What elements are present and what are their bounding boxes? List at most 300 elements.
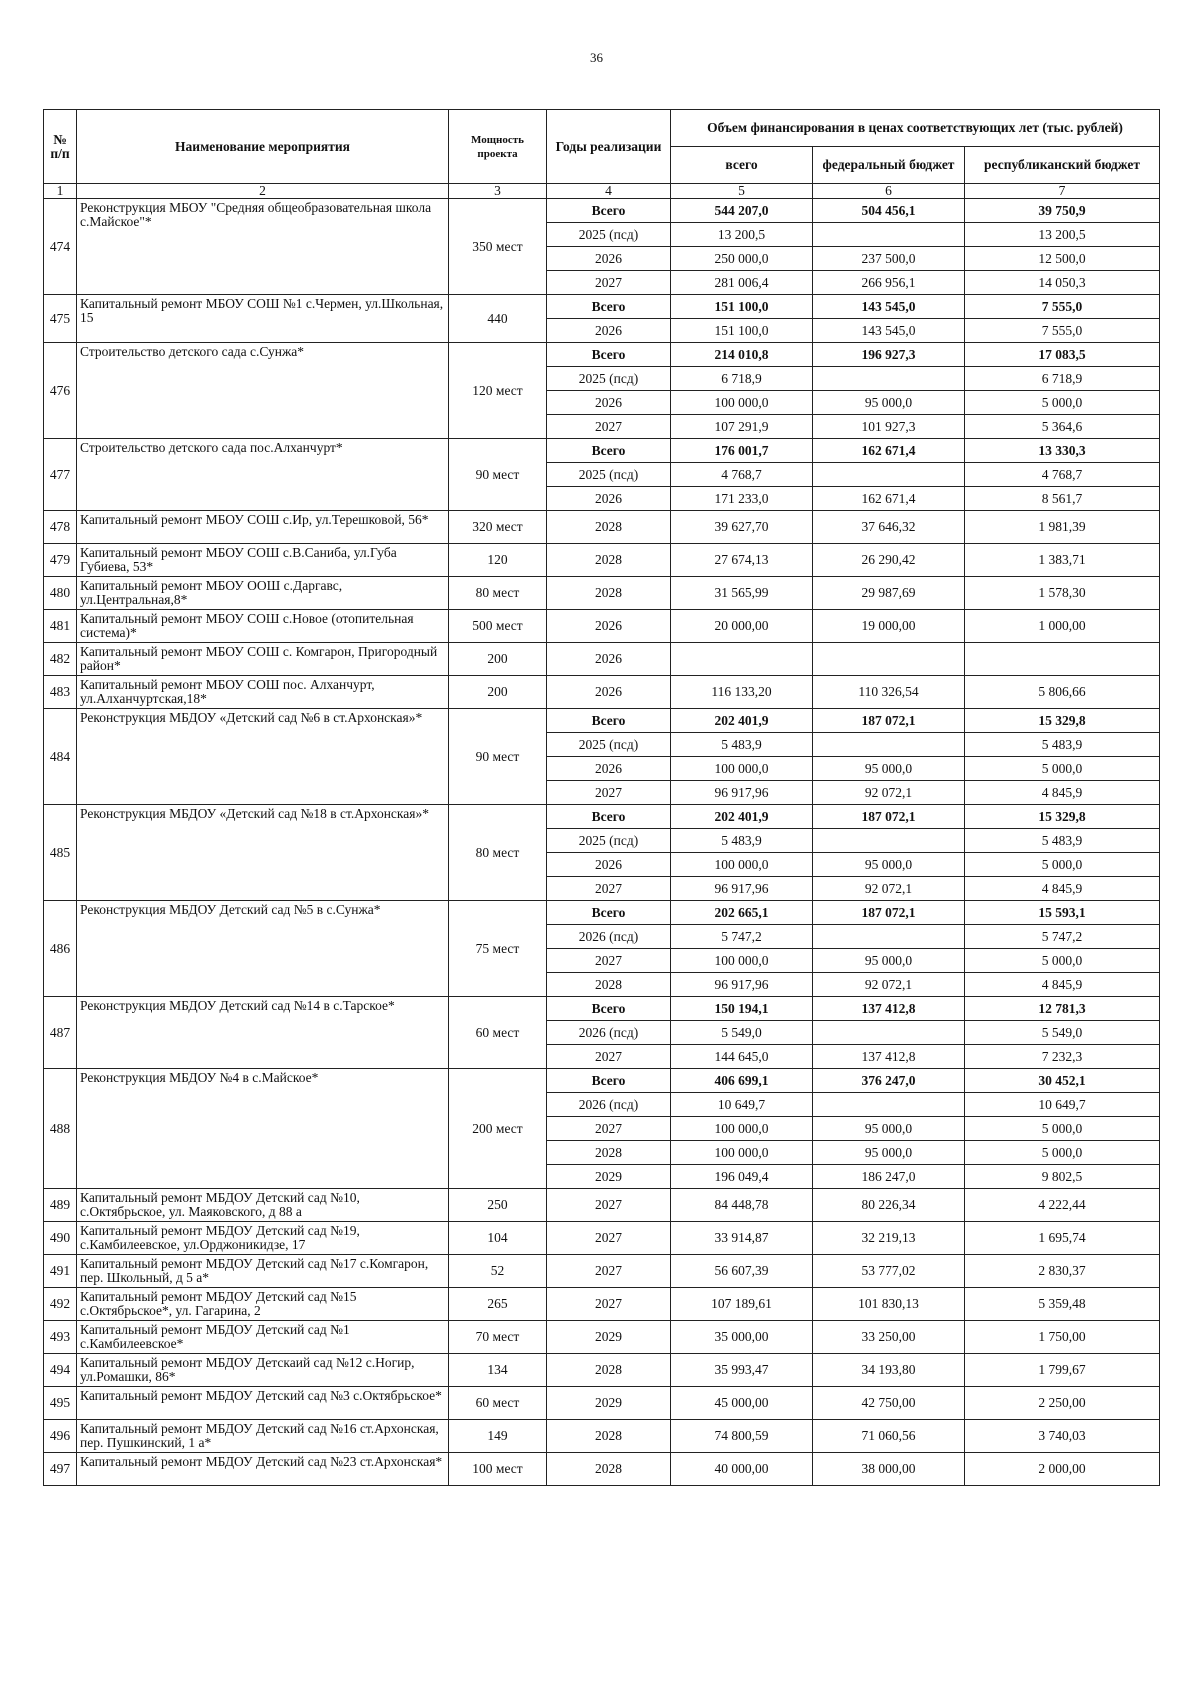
- row-number: 494: [44, 1354, 77, 1387]
- index-cell: 6: [813, 184, 965, 199]
- total-cell: 20 000,00: [671, 610, 813, 643]
- row-number: 478: [44, 511, 77, 544]
- table-row: [44, 511, 1160, 544]
- total-cell: 39 627,70: [671, 511, 813, 544]
- funding-table: [43, 109, 1160, 1486]
- federal-cell: [813, 1021, 965, 1045]
- year-cell: Всего: [547, 1069, 671, 1093]
- federal-cell: 143 545,0: [813, 319, 965, 343]
- total-cell: 74 800,59: [671, 1420, 813, 1453]
- year-cell: 2027: [547, 1117, 671, 1141]
- total-cell: 4 768,7: [671, 463, 813, 487]
- year-cell: Всего: [547, 997, 671, 1021]
- year-cell: 2026: [547, 610, 671, 643]
- total-cell: 100 000,0: [671, 1117, 813, 1141]
- year-cell: 2026: [547, 676, 671, 709]
- federal-cell: 137 412,8: [813, 997, 965, 1021]
- project-capacity: 200: [449, 643, 547, 676]
- year-cell: 2026: [547, 853, 671, 877]
- republic-cell: 13 330,3: [965, 439, 1160, 463]
- republic-cell: 12 781,3: [965, 997, 1160, 1021]
- total-cell: 107 189,61: [671, 1288, 813, 1321]
- project-capacity: 134: [449, 1354, 547, 1387]
- republic-cell: 17 083,5: [965, 343, 1160, 367]
- header-federal: федеральный бюджет: [813, 147, 965, 184]
- republic-cell: 4 845,9: [965, 973, 1160, 997]
- federal-cell: [813, 829, 965, 853]
- federal-cell: 237 500,0: [813, 247, 965, 271]
- year-cell: 2027: [547, 877, 671, 901]
- federal-cell: [813, 463, 965, 487]
- table-row: [44, 1453, 1160, 1486]
- federal-cell: 187 072,1: [813, 805, 965, 829]
- republic-cell: 5 000,0: [965, 1117, 1160, 1141]
- republic-cell: 1 981,39: [965, 511, 1160, 544]
- total-cell: 35 993,47: [671, 1354, 813, 1387]
- total-cell: 33 914,87: [671, 1222, 813, 1255]
- project-capacity: 90 мест: [449, 709, 547, 805]
- table-row: [44, 709, 1160, 733]
- header-name: Наименование мероприятия: [77, 110, 449, 184]
- total-cell: 13 200,5: [671, 223, 813, 247]
- federal-cell: 92 072,1: [813, 877, 965, 901]
- project-name: Реконструкция МБДОУ №4 в с.Майское*: [77, 1069, 449, 1189]
- republic-cell: 4 222,44: [965, 1189, 1160, 1222]
- table-row: [44, 1354, 1160, 1387]
- republic-cell: 1 695,74: [965, 1222, 1160, 1255]
- year-cell: 2027: [547, 949, 671, 973]
- table-row: [44, 295, 1160, 319]
- project-capacity: 200 мест: [449, 1069, 547, 1189]
- project-name: Капитальный ремонт МБОУ СОШ с.Ир, ул.Терешковой, 56*: [77, 511, 449, 544]
- total-cell: 116 133,20: [671, 676, 813, 709]
- year-cell: 2025 (псд): [547, 463, 671, 487]
- republic-cell: 7 555,0: [965, 295, 1160, 319]
- year-cell: 2027: [547, 1288, 671, 1321]
- total-cell: 35 000,00: [671, 1321, 813, 1354]
- federal-cell: 186 247,0: [813, 1165, 965, 1189]
- header-years: Годы реализации: [547, 110, 671, 184]
- row-number: 485: [44, 805, 77, 901]
- year-cell: 2026 (псд): [547, 1021, 671, 1045]
- project-capacity: 90 мест: [449, 439, 547, 511]
- total-cell: 406 699,1: [671, 1069, 813, 1093]
- header-republic: республиканский бюджет: [965, 147, 1160, 184]
- year-cell: 2026: [547, 643, 671, 676]
- republic-cell: 7 555,0: [965, 319, 1160, 343]
- year-cell: 2028: [547, 1453, 671, 1486]
- total-cell: 144 645,0: [671, 1045, 813, 1069]
- total-cell: 202 401,9: [671, 709, 813, 733]
- year-cell: 2026: [547, 487, 671, 511]
- table-row: [44, 805, 1160, 829]
- federal-cell: 376 247,0: [813, 1069, 965, 1093]
- year-cell: 2028: [547, 1354, 671, 1387]
- federal-cell: [813, 733, 965, 757]
- republic-cell: 5 483,9: [965, 733, 1160, 757]
- index-cell: 4: [547, 184, 671, 199]
- row-number: 488: [44, 1069, 77, 1189]
- project-capacity: 320 мест: [449, 511, 547, 544]
- project-name: Капитальный ремонт МБДОУ Детский сад №10, с.Октябрьское, ул. Маяковского, д 88 а: [77, 1189, 449, 1222]
- row-number: 487: [44, 997, 77, 1069]
- year-cell: 2025 (псд): [547, 829, 671, 853]
- year-cell: 2026: [547, 757, 671, 781]
- federal-cell: [813, 925, 965, 949]
- row-number: 492: [44, 1288, 77, 1321]
- table-row: [44, 1069, 1160, 1093]
- row-number: 496: [44, 1420, 77, 1453]
- project-name: Капитальный ремонт МБДОУ Детскаий сад №12 с.Ногир, ул.Ромашки, 86*: [77, 1354, 449, 1387]
- republic-cell: 15 329,8: [965, 805, 1160, 829]
- total-cell: 196 049,4: [671, 1165, 813, 1189]
- project-capacity: 75 мест: [449, 901, 547, 997]
- year-cell: 2029: [547, 1165, 671, 1189]
- project-capacity: 60 мест: [449, 997, 547, 1069]
- total-cell: 151 100,0: [671, 319, 813, 343]
- republic-cell: 39 750,9: [965, 199, 1160, 223]
- year-cell: 2026: [547, 391, 671, 415]
- federal-cell: 33 250,00: [813, 1321, 965, 1354]
- republic-cell: 5 549,0: [965, 1021, 1160, 1045]
- federal-cell: 95 000,0: [813, 391, 965, 415]
- project-capacity: 265: [449, 1288, 547, 1321]
- federal-cell: 504 456,1: [813, 199, 965, 223]
- federal-cell: [813, 643, 965, 676]
- total-cell: 151 100,0: [671, 295, 813, 319]
- total-cell: 150 194,1: [671, 997, 813, 1021]
- table-row: [44, 676, 1160, 709]
- federal-cell: 29 987,69: [813, 577, 965, 610]
- project-name: Капитальный ремонт МБДОУ Детский сад №17 с.Комгарон, пер. Школьный, д 5 а*: [77, 1255, 449, 1288]
- federal-cell: [813, 223, 965, 247]
- total-cell: 5 747,2: [671, 925, 813, 949]
- table-row: [44, 577, 1160, 610]
- project-name: Капитальный ремонт МБДОУ Детский сад №15 с.Октябрьское*, ул. Гагарина, 2: [77, 1288, 449, 1321]
- federal-cell: 71 060,56: [813, 1420, 965, 1453]
- republic-cell: 4 845,9: [965, 781, 1160, 805]
- republic-cell: 7 232,3: [965, 1045, 1160, 1069]
- year-cell: 2027: [547, 271, 671, 295]
- year-cell: Всего: [547, 901, 671, 925]
- republic-cell: 2 830,37: [965, 1255, 1160, 1288]
- table-row: [44, 439, 1160, 463]
- total-cell: 5 549,0: [671, 1021, 813, 1045]
- republic-cell: 5 000,0: [965, 949, 1160, 973]
- total-cell: 100 000,0: [671, 391, 813, 415]
- year-cell: 2026: [547, 319, 671, 343]
- total-cell: 250 000,0: [671, 247, 813, 271]
- project-capacity: 120 мест: [449, 343, 547, 439]
- project-capacity: 120: [449, 544, 547, 577]
- total-cell: 202 401,9: [671, 805, 813, 829]
- federal-cell: 196 927,3: [813, 343, 965, 367]
- project-name: Реконструкция МБДОУ Детский сад №5 в с.Сунжа*: [77, 901, 449, 997]
- republic-cell: [965, 643, 1160, 676]
- total-cell: 31 565,99: [671, 577, 813, 610]
- year-cell: 2027: [547, 781, 671, 805]
- republic-cell: 5 359,48: [965, 1288, 1160, 1321]
- index-cell: 3: [449, 184, 547, 199]
- republic-cell: 5 000,0: [965, 757, 1160, 781]
- table-row: [44, 1321, 1160, 1354]
- republic-cell: 1 000,00: [965, 610, 1160, 643]
- row-number: 479: [44, 544, 77, 577]
- year-cell: 2028: [547, 1141, 671, 1165]
- federal-cell: 26 290,42: [813, 544, 965, 577]
- year-cell: Всего: [547, 805, 671, 829]
- year-cell: Всего: [547, 709, 671, 733]
- federal-cell: 110 326,54: [813, 676, 965, 709]
- republic-cell: 1 799,67: [965, 1354, 1160, 1387]
- total-cell: 171 233,0: [671, 487, 813, 511]
- project-capacity: 500 мест: [449, 610, 547, 643]
- header-total: всего: [671, 147, 813, 184]
- table-row: [44, 1255, 1160, 1288]
- republic-cell: 5 364,6: [965, 415, 1160, 439]
- total-cell: 100 000,0: [671, 1141, 813, 1165]
- federal-cell: 34 193,80: [813, 1354, 965, 1387]
- republic-cell: 5 000,0: [965, 853, 1160, 877]
- project-name: Реконструкция МБДОУ «Детский сад №18 в ст.Архонская»*: [77, 805, 449, 901]
- republic-cell: 5 483,9: [965, 829, 1160, 853]
- federal-cell: 137 412,8: [813, 1045, 965, 1069]
- project-name: Капитальный ремонт МБОУ СОШ №1 с.Чермен, ул.Школьная, 15: [77, 295, 449, 343]
- total-cell: 6 718,9: [671, 367, 813, 391]
- total-cell: 107 291,9: [671, 415, 813, 439]
- republic-cell: 9 802,5: [965, 1165, 1160, 1189]
- federal-cell: 19 000,00: [813, 610, 965, 643]
- table-row: [44, 544, 1160, 577]
- federal-cell: 101 927,3: [813, 415, 965, 439]
- republic-cell: 5 747,2: [965, 925, 1160, 949]
- row-number: 477: [44, 439, 77, 511]
- year-cell: 2029: [547, 1387, 671, 1420]
- project-capacity: 100 мест: [449, 1453, 547, 1486]
- row-number: 481: [44, 610, 77, 643]
- federal-cell: 80 226,34: [813, 1189, 965, 1222]
- total-cell: 100 000,0: [671, 757, 813, 781]
- row-number: 497: [44, 1453, 77, 1486]
- table-row: [44, 610, 1160, 643]
- total-cell: 202 665,1: [671, 901, 813, 925]
- federal-cell: 162 671,4: [813, 487, 965, 511]
- republic-cell: 2 250,00: [965, 1387, 1160, 1420]
- project-name: Капитальный ремонт МБДОУ Детский сад №3 с.Октябрьское*: [77, 1387, 449, 1420]
- table-row: [44, 1288, 1160, 1321]
- federal-cell: 95 000,0: [813, 757, 965, 781]
- total-cell: 96 917,96: [671, 973, 813, 997]
- year-cell: 2028: [547, 973, 671, 997]
- federal-cell: 32 219,13: [813, 1222, 965, 1255]
- total-cell: 5 483,9: [671, 829, 813, 853]
- project-name: Реконструкция МБДОУ «Детский сад №6 в ст.Архонская»*: [77, 709, 449, 805]
- index-cell: 7: [965, 184, 1160, 199]
- table-row: [44, 1189, 1160, 1222]
- project-name: Капитальный ремонт МБОУ СОШ с. Комгарон, Пригородный район*: [77, 643, 449, 676]
- federal-cell: 95 000,0: [813, 1141, 965, 1165]
- row-number: 475: [44, 295, 77, 343]
- republic-cell: 6 718,9: [965, 367, 1160, 391]
- republic-cell: 15 593,1: [965, 901, 1160, 925]
- year-cell: 2028: [547, 1420, 671, 1453]
- project-capacity: 250: [449, 1189, 547, 1222]
- project-name: Капитальный ремонт МБОУ ООШ с.Даргавс, ул.Центральная,8*: [77, 577, 449, 610]
- federal-cell: 92 072,1: [813, 973, 965, 997]
- project-capacity: 200: [449, 676, 547, 709]
- project-capacity: 440: [449, 295, 547, 343]
- republic-cell: 1 578,30: [965, 577, 1160, 610]
- total-cell: 100 000,0: [671, 949, 813, 973]
- year-cell: 2029: [547, 1321, 671, 1354]
- table-row: [44, 343, 1160, 367]
- year-cell: 2027: [547, 1045, 671, 1069]
- total-cell: 96 917,96: [671, 781, 813, 805]
- row-number: 483: [44, 676, 77, 709]
- year-cell: 2025 (псд): [547, 223, 671, 247]
- total-cell: 56 607,39: [671, 1255, 813, 1288]
- total-cell: [671, 643, 813, 676]
- year-cell: 2027: [547, 415, 671, 439]
- project-name: Капитальный ремонт МБДОУ Детский сад №23 ст.Архонская*: [77, 1453, 449, 1486]
- year-cell: Всего: [547, 199, 671, 223]
- project-name: Капитальный ремонт МБОУ СОШ пос. Алханчурт, ул.Алханчуртская,18*: [77, 676, 449, 709]
- total-cell: 281 006,4: [671, 271, 813, 295]
- total-cell: 96 917,96: [671, 877, 813, 901]
- table-row: [44, 1387, 1160, 1420]
- row-number: 495: [44, 1387, 77, 1420]
- year-cell: Всего: [547, 343, 671, 367]
- federal-cell: 53 777,02: [813, 1255, 965, 1288]
- republic-cell: 5 000,0: [965, 1141, 1160, 1165]
- row-number: 489: [44, 1189, 77, 1222]
- total-cell: 5 483,9: [671, 733, 813, 757]
- federal-cell: 187 072,1: [813, 709, 965, 733]
- republic-cell: 4 768,7: [965, 463, 1160, 487]
- republic-cell: 8 561,7: [965, 487, 1160, 511]
- row-number: 484: [44, 709, 77, 805]
- header-number: № п/п: [44, 110, 77, 184]
- row-number: 482: [44, 643, 77, 676]
- table-row: [44, 997, 1160, 1021]
- project-name: Реконструкция МБДОУ Детский сад №14 в с.Тарское*: [77, 997, 449, 1069]
- republic-cell: 10 649,7: [965, 1093, 1160, 1117]
- year-cell: 2026 (псд): [547, 925, 671, 949]
- table-row: [44, 1222, 1160, 1255]
- project-capacity: 350 мест: [449, 199, 547, 295]
- index-cell: 5: [671, 184, 813, 199]
- federal-cell: 95 000,0: [813, 1117, 965, 1141]
- federal-cell: 187 072,1: [813, 901, 965, 925]
- project-name: Капитальный ремонт МБДОУ Детский сад №19, с.Камбилеевское, ул.Орджоникидзе, 17: [77, 1222, 449, 1255]
- project-capacity: 60 мест: [449, 1387, 547, 1420]
- index-cell: 2: [77, 184, 449, 199]
- republic-cell: 12 500,0: [965, 247, 1160, 271]
- year-cell: 2027: [547, 1189, 671, 1222]
- index-cell: 1: [44, 184, 77, 199]
- republic-cell: 15 329,8: [965, 709, 1160, 733]
- index-row: [44, 184, 1160, 199]
- row-number: 490: [44, 1222, 77, 1255]
- federal-cell: 38 000,00: [813, 1453, 965, 1486]
- republic-cell: 14 050,3: [965, 271, 1160, 295]
- year-cell: 2026: [547, 247, 671, 271]
- project-name: Капитальный ремонт МБОУ СОШ с.В.Саниба, ул.Губа Губиева, 53*: [77, 544, 449, 577]
- republic-cell: 30 452,1: [965, 1069, 1160, 1093]
- total-cell: 176 001,7: [671, 439, 813, 463]
- header-funding: Объем финансирования в ценах соответствующих лет (тыс. рублей): [671, 110, 1160, 147]
- row-number: 476: [44, 343, 77, 439]
- year-cell: 2025 (псд): [547, 367, 671, 391]
- project-capacity: 80 мест: [449, 577, 547, 610]
- year-cell: 2028: [547, 544, 671, 577]
- federal-cell: 95 000,0: [813, 949, 965, 973]
- year-cell: 2027: [547, 1255, 671, 1288]
- republic-cell: 4 845,9: [965, 877, 1160, 901]
- project-name: Строительство детского сада пос.Алханчурт*: [77, 439, 449, 511]
- project-name: Капитальный ремонт МБОУ СОШ с.Новое (отопительная система)*: [77, 610, 449, 643]
- total-cell: 100 000,0: [671, 853, 813, 877]
- row-number: 486: [44, 901, 77, 997]
- federal-cell: 143 545,0: [813, 295, 965, 319]
- republic-cell: 3 740,03: [965, 1420, 1160, 1453]
- federal-cell: 95 000,0: [813, 853, 965, 877]
- year-cell: Всего: [547, 439, 671, 463]
- row-number: 480: [44, 577, 77, 610]
- project-name: Капитальный ремонт МБДОУ Детский сад №1 с.Камбилеевское*: [77, 1321, 449, 1354]
- total-cell: 544 207,0: [671, 199, 813, 223]
- project-capacity: 52: [449, 1255, 547, 1288]
- year-cell: Всего: [547, 295, 671, 319]
- total-cell: 40 000,00: [671, 1453, 813, 1486]
- republic-cell: 5 000,0: [965, 391, 1160, 415]
- row-number: 491: [44, 1255, 77, 1288]
- project-name: Реконструкция МБОУ "Средняя общеобразовательная школа с.Майское"*: [77, 199, 449, 295]
- table-row: [44, 199, 1160, 223]
- republic-cell: 13 200,5: [965, 223, 1160, 247]
- federal-cell: [813, 367, 965, 391]
- federal-cell: [813, 1093, 965, 1117]
- total-cell: 27 674,13: [671, 544, 813, 577]
- year-cell: 2027: [547, 1222, 671, 1255]
- year-cell: 2025 (псд): [547, 733, 671, 757]
- federal-cell: 101 830,13: [813, 1288, 965, 1321]
- page-number: 36: [590, 50, 603, 65]
- year-cell: 2028: [547, 511, 671, 544]
- federal-cell: 92 072,1: [813, 781, 965, 805]
- year-cell: 2026 (псд): [547, 1093, 671, 1117]
- federal-cell: 42 750,00: [813, 1387, 965, 1420]
- republic-cell: 1 383,71: [965, 544, 1160, 577]
- total-cell: 84 448,78: [671, 1189, 813, 1222]
- federal-cell: 266 956,1: [813, 271, 965, 295]
- project-name: Капитальный ремонт МБДОУ Детский сад №16 ст.Архонская, пер. Пушкинский, 1 а*: [77, 1420, 449, 1453]
- total-cell: 45 000,00: [671, 1387, 813, 1420]
- header-capacity: Мощность проекта: [449, 110, 547, 184]
- table-row: [44, 643, 1160, 676]
- row-number: 493: [44, 1321, 77, 1354]
- federal-cell: 162 671,4: [813, 439, 965, 463]
- row-number: 474: [44, 199, 77, 295]
- project-capacity: 149: [449, 1420, 547, 1453]
- republic-cell: 2 000,00: [965, 1453, 1160, 1486]
- republic-cell: 1 750,00: [965, 1321, 1160, 1354]
- year-cell: 2028: [547, 577, 671, 610]
- project-name: Строительство детского сада с.Сунжа*: [77, 343, 449, 439]
- project-capacity: 70 мест: [449, 1321, 547, 1354]
- table-row: [44, 1420, 1160, 1453]
- project-capacity: 104: [449, 1222, 547, 1255]
